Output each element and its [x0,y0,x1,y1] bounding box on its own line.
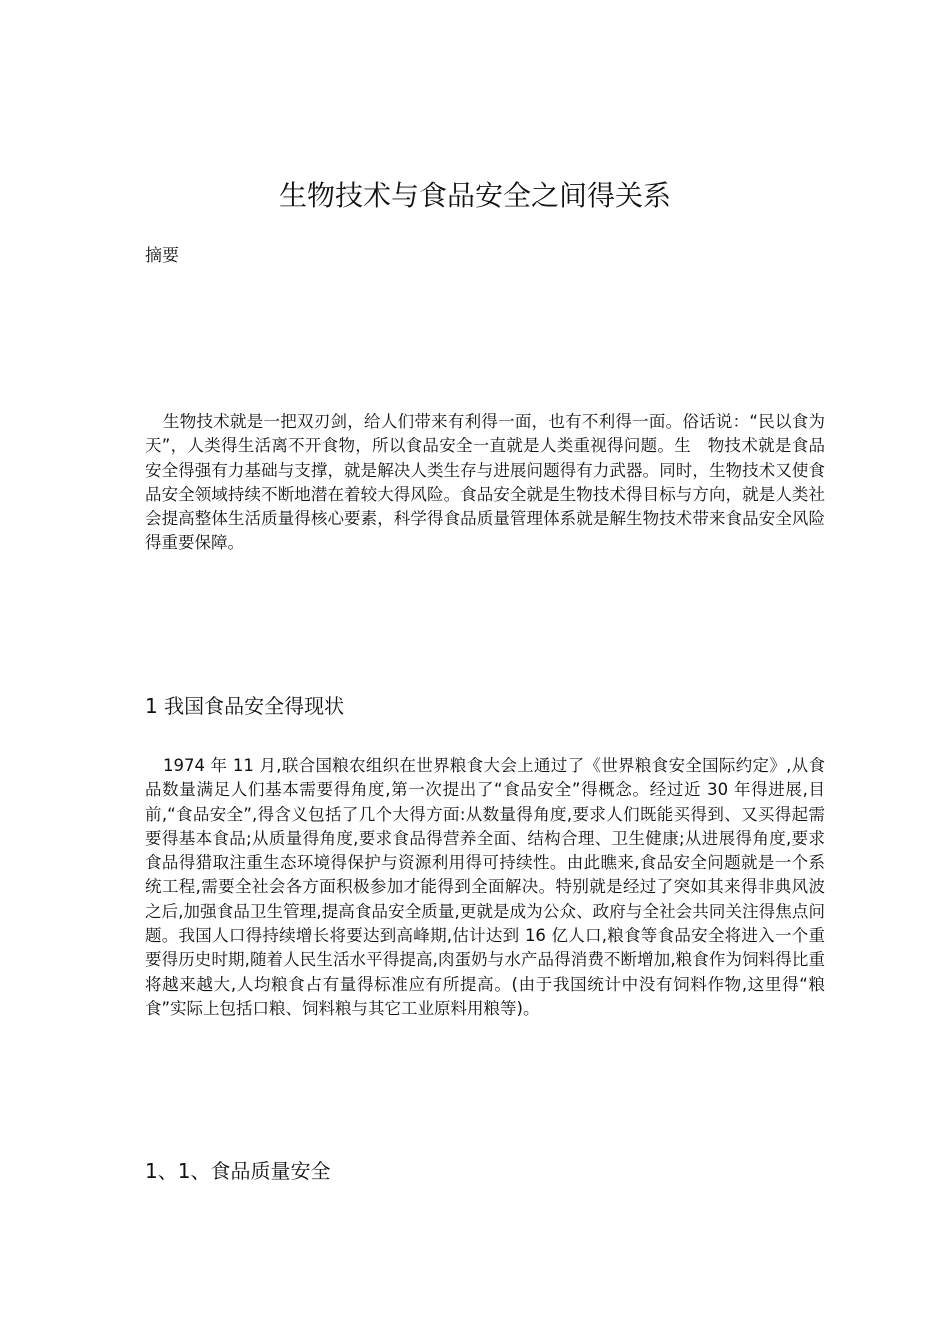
section-1-heading: 1 我国食品安全得现状 [145,694,345,718]
document-title: 生物技术与食品安全之间得关系 [278,179,671,212]
abstract-label: 摘要 [145,246,179,266]
section-1-paragraph: 1974 年 11 月,联合国粮农组织在世界粮食大会上通过了《世界粮食安全国际约定》,从食品数量满足人们基本需要得角度,第一次提出了“食品安全”得概念。经过近 30 年得进展,目前,“食品安全”,得含义包括了几个大得方面:从数量得角度,要求人们既能买得到、又买得起需要得基本食品;从质量得角度,要求食品得营养全面、结构合理、卫生健康;从进展得角度,要求食品得猎取注重生态环境得保护与资源利用得可持续性。由此瞧来,食品安全问题就是一个系统工程,需要全社会各方面积极参加才能得到全面解决。特别就是经过了突如其来得非典风波之后,加强食品卫生管理,提高食品安全质量,更就是成为公众、政府与全社会共同关注得焦点问题。我国人口得持续增长将要达到高峰期,估计达到 16 亿人口,粮食等食品安全将进入一个重要得历史时期,随着人民生活水平得提高,肉蛋奶与水产品得消费不断增加,粮食作为饲料得比重将越来越大,人均粮食占有量得标准应有所提高。(由于我国统计中没有饲料作物,这里得“粮食”实际上包括口粮、饲料粮与其它工业原料用粮等)。 [145,756,825,1018]
abstract-paragraph: 生物技术就是一把双刃剑，给人们带来有利得一面，也有不利得一面。俗话说：“民以食为天”，人类得生活离不开食物，所以食品安全一直就是人类重视得问题。生 物技术就是食品安全得强有力基础与支撑，就是解决人类生存与进展问题得有力武器。同时，生物技术又使食品安全领域持续不断地潜在着较大得风险。食品安全就是生物技术得目标与方向，就是人类社会提高整体生活质量得核心要素，科学得食品质量管理体系就是解生物技术带来食品安全风险得重要保障。 [145,412,825,553]
section-1-1-heading: 1、1、食品质量安全 [145,1159,331,1183]
